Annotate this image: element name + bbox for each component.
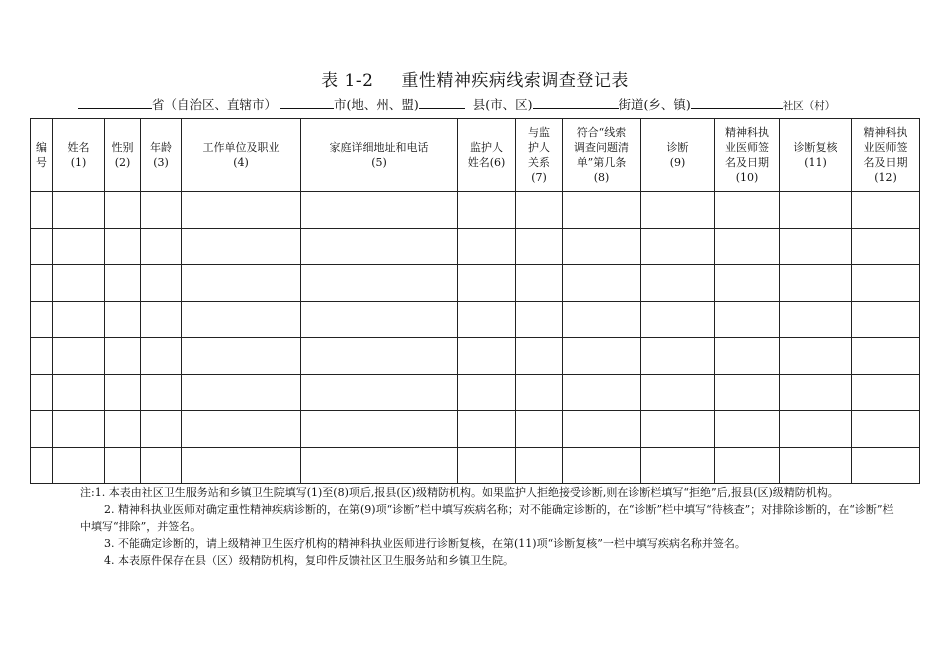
province-blank[interactable] bbox=[78, 96, 152, 109]
table-cell[interactable] bbox=[516, 411, 563, 448]
table-cell[interactable] bbox=[141, 447, 182, 484]
table-cell[interactable] bbox=[141, 265, 182, 302]
table-cell[interactable] bbox=[641, 374, 715, 411]
table-cell[interactable] bbox=[458, 265, 516, 302]
table-cell[interactable] bbox=[105, 374, 141, 411]
table-cell[interactable] bbox=[852, 228, 920, 265]
column-header-text: 单”第几条 bbox=[576, 156, 627, 169]
notes bbox=[80, 484, 895, 569]
table-cell[interactable] bbox=[141, 338, 182, 375]
column-header-text: 诊断复核 bbox=[793, 141, 838, 154]
table-cell[interactable] bbox=[31, 338, 53, 375]
column-header-text: 年龄 bbox=[150, 141, 172, 154]
column-header-2 bbox=[105, 119, 141, 192]
table-cell[interactable] bbox=[141, 411, 182, 448]
note-3: 3. 不能确定诊断的，请上级精神卫生医疗机构的精神科执业医师进行诊断复核，在第(11)项“诊断复核”一栏中填写疾病名称并签名。 bbox=[104, 537, 746, 550]
table-cell[interactable] bbox=[852, 265, 920, 302]
table-cell[interactable] bbox=[182, 338, 301, 375]
column-header-text: 姓名 bbox=[67, 141, 90, 154]
table-cell[interactable] bbox=[182, 411, 301, 448]
table-cell[interactable] bbox=[31, 447, 53, 484]
table-cell[interactable] bbox=[182, 228, 301, 265]
table-cell[interactable] bbox=[105, 228, 141, 265]
table-cell[interactable] bbox=[641, 301, 715, 338]
table-cell[interactable] bbox=[301, 338, 458, 375]
table-number: 表 1-2 bbox=[321, 71, 374, 91]
table-cell[interactable] bbox=[31, 301, 53, 338]
table-row bbox=[31, 411, 920, 448]
table-cell[interactable] bbox=[715, 192, 780, 229]
city-blank[interactable] bbox=[280, 96, 334, 109]
table-cell[interactable] bbox=[641, 338, 715, 375]
column-header-7 bbox=[516, 119, 563, 192]
table-cell[interactable] bbox=[641, 228, 715, 265]
table-cell[interactable] bbox=[458, 338, 516, 375]
table-cell[interactable] bbox=[53, 447, 105, 484]
table-cell[interactable] bbox=[105, 411, 141, 448]
column-header-text: 诊断 bbox=[666, 141, 689, 154]
table-cell[interactable] bbox=[31, 192, 53, 229]
note-4: 4. 本表原件保存在县（区）级精防机构，复印件反馈社区卫生服务站和乡镇卫生院。 bbox=[104, 554, 514, 567]
table-cell[interactable] bbox=[141, 301, 182, 338]
table-cell[interactable] bbox=[641, 447, 715, 484]
table-cell[interactable] bbox=[516, 338, 563, 375]
table-cell[interactable] bbox=[53, 265, 105, 302]
column-header-text: 编 bbox=[36, 141, 47, 154]
table-cell[interactable] bbox=[641, 265, 715, 302]
table-cell[interactable] bbox=[458, 374, 516, 411]
table-cell[interactable] bbox=[458, 411, 516, 448]
table-cell[interactable] bbox=[852, 338, 920, 375]
column-header-text: 护人 bbox=[528, 141, 550, 154]
table-cell[interactable] bbox=[31, 374, 53, 411]
table-cell[interactable] bbox=[563, 374, 641, 411]
column-header-text: (5) bbox=[371, 156, 387, 169]
column-header-5 bbox=[301, 119, 458, 192]
form-title bbox=[0, 66, 950, 91]
table-cell[interactable] bbox=[780, 338, 852, 375]
table-cell[interactable] bbox=[780, 228, 852, 265]
county-blank[interactable] bbox=[419, 96, 465, 109]
table-cell[interactable] bbox=[641, 192, 715, 229]
column-header-text: 业医师签 bbox=[863, 141, 908, 154]
table-cell[interactable] bbox=[852, 447, 920, 484]
location-fields bbox=[78, 95, 878, 113]
table-row bbox=[31, 301, 920, 338]
column-header-9 bbox=[641, 119, 715, 192]
column-header-text: (4) bbox=[233, 156, 249, 169]
table-cell[interactable] bbox=[641, 411, 715, 448]
table-cell[interactable] bbox=[53, 411, 105, 448]
header-row bbox=[31, 119, 920, 192]
table-cell[interactable] bbox=[780, 411, 852, 448]
register-table bbox=[30, 118, 920, 484]
table-cell[interactable] bbox=[516, 374, 563, 411]
street-blank[interactable] bbox=[533, 96, 619, 109]
column-header-8 bbox=[563, 119, 641, 192]
column-header-text: (8) bbox=[593, 171, 610, 184]
table-row bbox=[31, 228, 920, 265]
column-header-text: 精神科执 bbox=[863, 126, 908, 139]
table-cell[interactable] bbox=[458, 228, 516, 265]
table-cell[interactable] bbox=[105, 338, 141, 375]
table-cell[interactable] bbox=[53, 301, 105, 338]
table-cell[interactable] bbox=[852, 192, 920, 229]
column-header-6 bbox=[458, 119, 516, 192]
table-cell[interactable] bbox=[141, 192, 182, 229]
table-cell[interactable] bbox=[301, 447, 458, 484]
column-header-text: (9) bbox=[669, 156, 686, 169]
column-header-text: (12) bbox=[874, 171, 897, 184]
column-header-0 bbox=[31, 119, 53, 192]
table-cell[interactable] bbox=[105, 192, 141, 229]
table-cell[interactable] bbox=[182, 192, 301, 229]
table-cell[interactable] bbox=[516, 192, 563, 229]
column-header-text: 关系 bbox=[528, 156, 550, 169]
table-cell[interactable] bbox=[516, 447, 563, 484]
city-label: 市(地、州、盟) bbox=[334, 97, 419, 112]
table-cell[interactable] bbox=[852, 411, 920, 448]
table-cell[interactable] bbox=[780, 447, 852, 484]
table-cell[interactable] bbox=[563, 447, 641, 484]
street-label: 街道(乡、镇) bbox=[618, 97, 691, 112]
table-cell[interactable] bbox=[852, 301, 920, 338]
table-cell[interactable] bbox=[182, 301, 301, 338]
table-title: 重性精神疾病线索调查登记表 bbox=[401, 71, 629, 91]
table-cell[interactable] bbox=[105, 301, 141, 338]
column-header-text: 业医师签 bbox=[725, 141, 769, 154]
column-header-text: (3) bbox=[153, 156, 169, 169]
community-blank[interactable] bbox=[691, 96, 783, 109]
table-row bbox=[31, 447, 920, 484]
table-cell[interactable] bbox=[715, 265, 780, 302]
note-2: 2. 精神科执业医师对确定重性精神疾病诊断的，在第(9)项“诊断”栏中填写疾病名称；对不能确定诊断的，在“诊断”栏中填写“待核查”；对排除诊断的，在“诊断”栏中填写“排除”，并签名。 bbox=[80, 503, 894, 533]
column-header-text: (7) bbox=[531, 171, 547, 184]
column-header-text: 调查问题清 bbox=[574, 141, 629, 154]
table-cell[interactable] bbox=[141, 228, 182, 265]
table-cell[interactable] bbox=[105, 265, 141, 302]
column-header-text: (10) bbox=[735, 171, 759, 184]
column-header-text: 精神科执 bbox=[725, 126, 769, 139]
column-header-text: (11) bbox=[804, 156, 827, 169]
table-cell[interactable] bbox=[780, 301, 852, 338]
column-header-text: 工作单位及职业 bbox=[202, 141, 280, 154]
column-header-text: 家庭详细地址和电话 bbox=[329, 141, 429, 154]
column-header-text: 号 bbox=[36, 156, 47, 169]
column-header-text: 名及日期 bbox=[863, 156, 908, 169]
table-cell[interactable] bbox=[780, 192, 852, 229]
table-cell[interactable] bbox=[53, 228, 105, 265]
table-cell[interactable] bbox=[31, 265, 53, 302]
table-row bbox=[31, 374, 920, 411]
column-header-10 bbox=[715, 119, 780, 192]
table-cell[interactable] bbox=[458, 447, 516, 484]
column-header-text: (1) bbox=[70, 156, 87, 169]
community-label: 社区（村） bbox=[782, 100, 836, 112]
note-1: 注:1. 本表由社区卫生服务站和乡镇卫生院填写(1)至(8)项后,报县(区)级精防机构。如果监护人拒绝接受诊断,则在诊断栏填写“拒绝”后,报县(区)级精防机构。 bbox=[80, 486, 839, 499]
table-cell[interactable] bbox=[563, 411, 641, 448]
table-cell[interactable] bbox=[780, 374, 852, 411]
column-header-4 bbox=[182, 119, 301, 192]
table-body bbox=[31, 192, 920, 484]
table-cell[interactable] bbox=[301, 374, 458, 411]
table-cell[interactable] bbox=[31, 411, 53, 448]
table-cell[interactable] bbox=[715, 301, 780, 338]
county-label: 县(市、区) bbox=[472, 97, 533, 112]
column-header-3 bbox=[141, 119, 182, 192]
table-cell[interactable] bbox=[780, 265, 852, 302]
table-cell[interactable] bbox=[715, 338, 780, 375]
column-header-1 bbox=[53, 119, 105, 192]
column-header-text: (2) bbox=[114, 156, 131, 169]
table-cell[interactable] bbox=[105, 447, 141, 484]
table-cell[interactable] bbox=[516, 265, 563, 302]
table-cell[interactable] bbox=[563, 228, 641, 265]
table-cell[interactable] bbox=[563, 192, 641, 229]
table-cell[interactable] bbox=[301, 228, 458, 265]
column-header-text: 名及日期 bbox=[725, 156, 769, 169]
table-cell[interactable] bbox=[516, 301, 563, 338]
table-cell[interactable] bbox=[301, 192, 458, 229]
table-cell[interactable] bbox=[715, 447, 780, 484]
table-cell[interactable] bbox=[563, 265, 641, 302]
column-header-text: 性别 bbox=[111, 141, 134, 154]
table-cell[interactable] bbox=[715, 374, 780, 411]
column-header-12 bbox=[852, 119, 920, 192]
table-cell[interactable] bbox=[301, 265, 458, 302]
table-cell[interactable] bbox=[53, 374, 105, 411]
table-cell[interactable] bbox=[182, 374, 301, 411]
table-cell[interactable] bbox=[715, 228, 780, 265]
column-header-11 bbox=[780, 119, 852, 192]
table-cell[interactable] bbox=[458, 301, 516, 338]
table-cell[interactable] bbox=[53, 338, 105, 375]
table-cell[interactable] bbox=[141, 374, 182, 411]
table-cell[interactable] bbox=[31, 228, 53, 265]
table-row bbox=[31, 338, 920, 375]
table-row bbox=[31, 265, 920, 302]
column-header-text: 与监 bbox=[528, 126, 550, 139]
table-cell[interactable] bbox=[516, 228, 563, 265]
province-label: 省（自治区、直辖市） bbox=[152, 97, 278, 112]
table-cell[interactable] bbox=[715, 411, 780, 448]
column-header-text: 监护人 bbox=[470, 141, 503, 154]
table-cell[interactable] bbox=[301, 411, 458, 448]
table-cell[interactable] bbox=[563, 301, 641, 338]
table-cell[interactable] bbox=[852, 374, 920, 411]
table-cell[interactable] bbox=[563, 338, 641, 375]
table-cell[interactable] bbox=[182, 265, 301, 302]
table-row bbox=[31, 192, 920, 229]
column-header-text: 符合“线索 bbox=[576, 126, 627, 139]
column-header-text: 姓名(6) bbox=[467, 156, 506, 169]
table-cell[interactable] bbox=[182, 447, 301, 484]
table-cell[interactable] bbox=[458, 192, 516, 229]
table-cell[interactable] bbox=[53, 192, 105, 229]
table-cell[interactable] bbox=[301, 301, 458, 338]
